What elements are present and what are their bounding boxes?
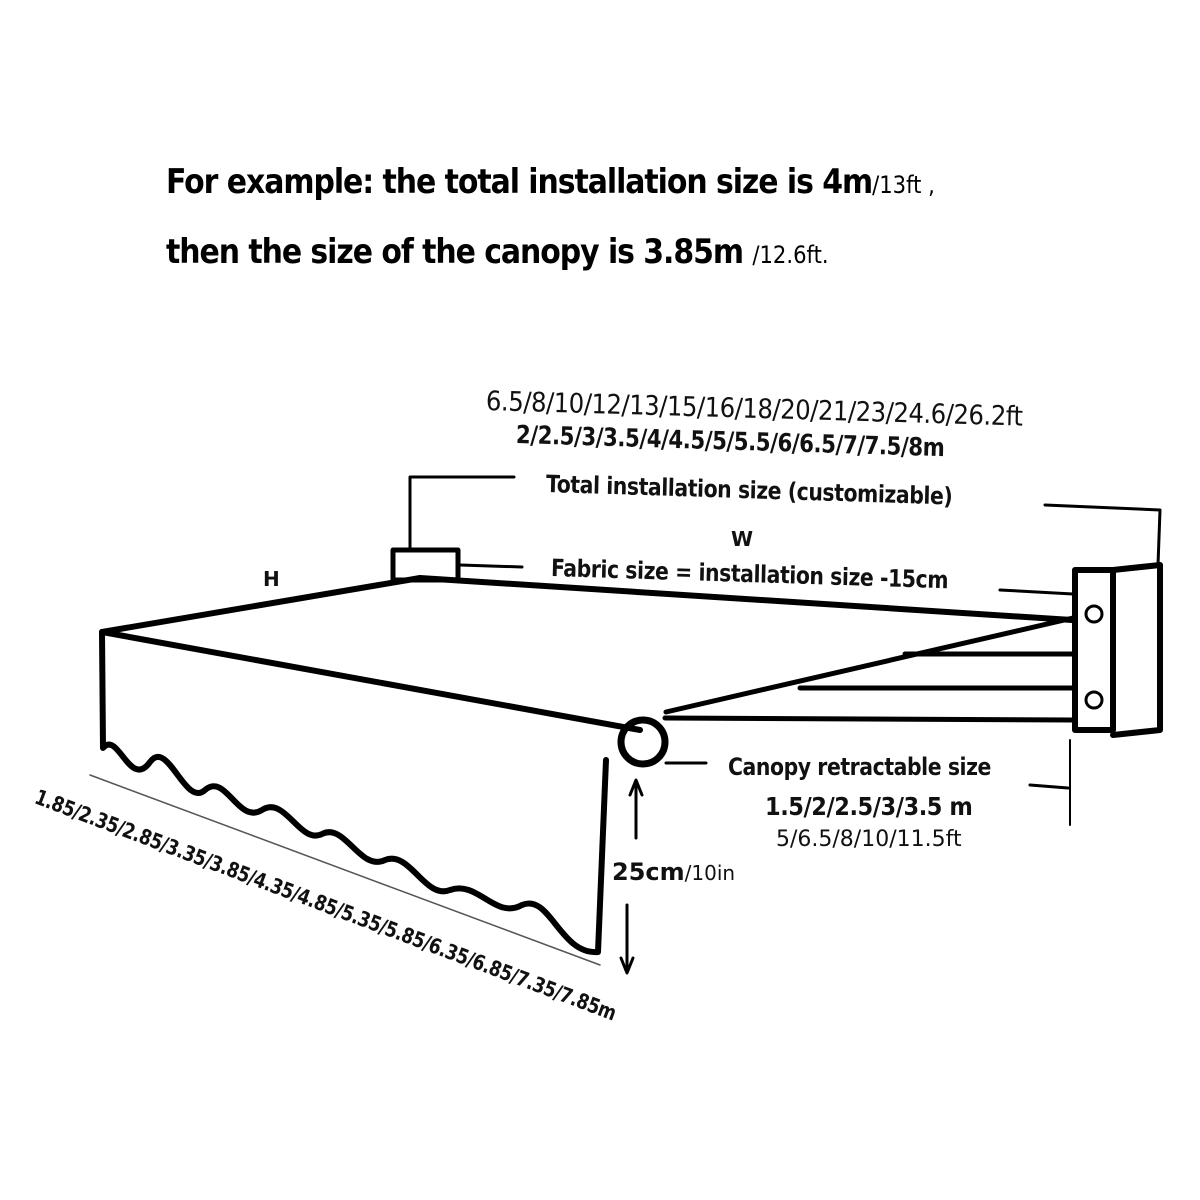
retract-leader-right xyxy=(1030,785,1068,788)
wall-bracket-front xyxy=(1075,570,1113,730)
valance-height-label xyxy=(612,858,735,886)
fabric-size-label: Fabric size = installation size -15cm xyxy=(550,554,949,595)
bracket-bolt-top xyxy=(1086,606,1102,622)
front-roller xyxy=(621,720,665,764)
valance-cm: 25cm xyxy=(612,858,685,886)
w-label: W xyxy=(731,527,754,551)
header-line-2-text: then the size of the canopy is 3.85m xyxy=(166,232,753,272)
fabric-size-leader-right xyxy=(1000,590,1073,594)
header-line-2-suffix: /12.6ft. xyxy=(752,241,829,269)
awning-arm-bottom xyxy=(665,718,1073,720)
awning-arm-top xyxy=(666,618,1073,712)
bracket-bolt-bottom xyxy=(1086,692,1102,708)
retract-m-label: 1.5/2/2.5/3/3.5 m xyxy=(765,792,973,821)
total-size-leader-left xyxy=(410,477,514,549)
sizes-ft-label: 6.5/8/10/12/13/15/16/18/20/21/23/24.6/26.2ft xyxy=(485,386,1023,433)
total-installation-label: Total installation size (customizable) xyxy=(545,470,953,511)
header-line-1-text: For example: the total installation size is 4m xyxy=(166,162,873,202)
diagonal-dimension-line xyxy=(90,775,600,965)
fabric-size-leader-left xyxy=(460,565,522,567)
valance-in: /10in xyxy=(684,861,736,885)
wall-bracket-back xyxy=(1113,565,1160,735)
header-line-1-suffix: /13ft , xyxy=(872,171,935,199)
total-size-leader-right xyxy=(1045,505,1160,565)
awning-front-edge xyxy=(102,632,640,730)
retract-ft-label: 5/6.5/8/10/11.5ft xyxy=(776,827,962,852)
h-label: H xyxy=(263,567,280,591)
sizes-m-label: 2/2.5/3/3.5/4/4.5/5/5.5/6/6.5/7/7.5/8m xyxy=(515,420,945,463)
canopy-retractable-label: Canopy retractable size xyxy=(728,753,991,781)
diagonal-sizes-label: 1.85/2.35/2.85/3.35/3.85/4.35/4.85/5.35/5.85/6.35/6.85/7.35/7.85m xyxy=(31,785,620,1026)
